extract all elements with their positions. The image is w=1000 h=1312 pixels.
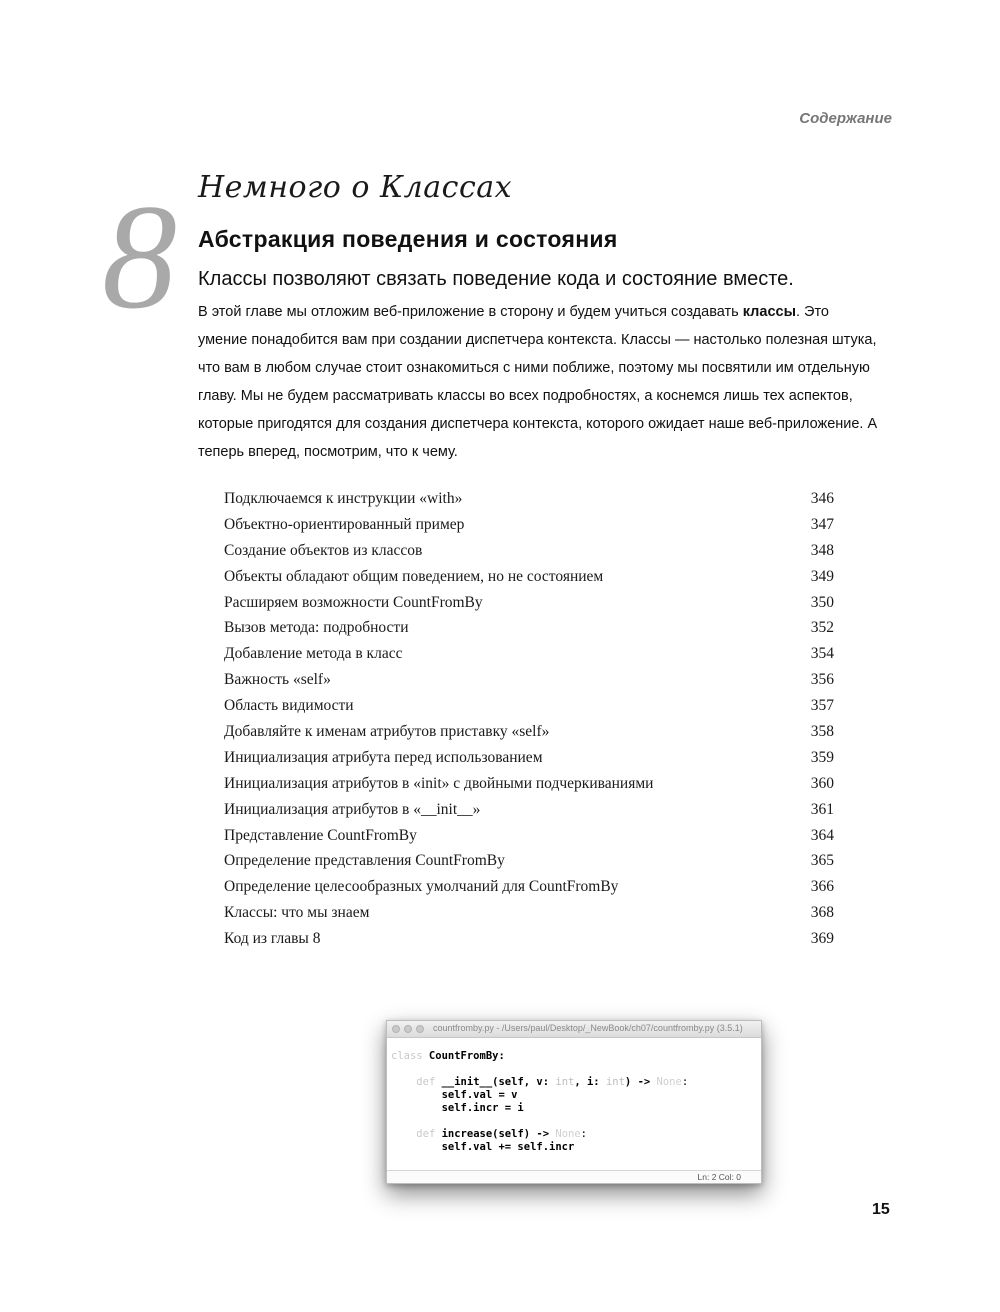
toc-entry[interactable] — [224, 874, 834, 900]
code-editor-window — [386, 1020, 762, 1184]
toc-entry[interactable] — [224, 590, 834, 616]
code-init-sig: __init__(self, v: — [435, 1076, 556, 1088]
toc-entry[interactable] — [224, 745, 834, 771]
toc-entry-title: Определение представления CountFromBy — [224, 852, 505, 870]
close-window-icon[interactable] — [392, 1025, 400, 1033]
code-init-arrow: ) -> — [624, 1076, 657, 1088]
running-head: Содержание — [799, 110, 892, 127]
toc-entry[interactable] — [224, 693, 834, 719]
toc-entry-page: 347 — [810, 515, 834, 533]
toc-entry-page: 364 — [810, 826, 834, 844]
editor-titlebar — [387, 1021, 761, 1038]
toc-entry-page: 360 — [810, 774, 834, 792]
toc-entry[interactable] — [224, 564, 834, 590]
code-none: None — [555, 1128, 581, 1140]
toc-entry[interactable] — [224, 615, 834, 641]
code-class-decl: CountFromBy: — [422, 1050, 505, 1062]
toc-entry-title: Важность «self» — [224, 671, 331, 689]
toc-entry-title: Добавление метода в класс — [224, 645, 403, 663]
toc-entry-page: 352 — [810, 619, 834, 637]
editor-title: countfromby.py - /Users/paul/Desktop/_NewBook/ch07/countfromby.py (3.5.1) — [433, 1023, 743, 1033]
toc-entry-title: Определение целесообразных умолчаний для CountFromBy — [224, 878, 619, 896]
chapter-subtitle: Абстракция поведения и состояния — [198, 226, 618, 252]
toc-entry-title: Инициализация атрибутов в «init» с двойными подчеркиваниями — [224, 774, 654, 792]
toc-entry[interactable] — [224, 823, 834, 849]
intro-text-start: В этой главе мы отложим веб-приложение в сторону и будем учиться создавать — [198, 304, 743, 320]
chapter-lead: Классы позволяют связать поведение кода и состояние вместе. — [198, 268, 794, 290]
toc-entry-title: Представление CountFromBy — [224, 826, 417, 844]
toc-entry-title: Инициализация атрибута перед использованием — [224, 748, 543, 766]
chapter-intro — [198, 298, 878, 466]
toc-entry-title: Подключаемся к инструкции «with» — [224, 490, 463, 507]
toc-entry[interactable] — [224, 538, 834, 564]
code-keyword: class — [391, 1050, 423, 1062]
toc-entry-title: Классы: что мы знаем — [224, 904, 370, 922]
code-increase-sig: increase(self) -> — [435, 1128, 556, 1140]
code-keyword: def — [416, 1128, 436, 1140]
toc-entry[interactable] — [224, 486, 834, 512]
code-type: int — [555, 1076, 575, 1088]
toc-entry[interactable] — [224, 926, 834, 952]
page-number: 15 — [872, 1201, 890, 1218]
code-line-val: self.val = v — [441, 1089, 518, 1101]
toc-entry[interactable] — [224, 900, 834, 926]
toc-entry[interactable] — [224, 848, 834, 874]
toc-entry[interactable] — [224, 797, 834, 823]
toc-entry-title: Расширяем возможности CountFromBy — [224, 593, 483, 611]
toc-entry-title: Код из главы 8 — [224, 930, 321, 948]
toc-entry-page: 358 — [810, 723, 834, 741]
intro-text-end: . Это умение понадобится вам при создании диспетчера контекста. Классы — настолько полезная штука, что вам в любом случае стоит ознакомиться с ними поближе, поэтому мы посвятили им отдельную главу. Мы не будем рассматривать классы во всех подробностях, а коснемся лишь тех аспектов, которые пригодятся для создания диспетчера контекста, которого ожидает наше веб-приложение. А теперь вперед, посмотрим, что к чему. — [198, 304, 878, 460]
code-none: None — [656, 1076, 682, 1088]
chapter-title: Немного о Классах — [198, 170, 513, 205]
toc-entry-page: 357 — [810, 697, 834, 715]
toc-entry-title: Вызов метода: подробности — [224, 619, 409, 637]
code-type: int — [605, 1076, 625, 1088]
toc-entry-page: 349 — [810, 567, 834, 585]
code-init-mid: , i: — [574, 1076, 606, 1088]
toc-entry-page: 359 — [810, 748, 834, 766]
zoom-window-icon[interactable] — [416, 1025, 424, 1033]
code-keyword: def — [416, 1076, 436, 1088]
toc-entry[interactable] — [224, 641, 834, 667]
toc-entry-title: Создание объектов из классов — [224, 541, 423, 559]
chapter-number: 8 — [102, 174, 177, 340]
code-line-add: self.val += self.incr — [441, 1141, 575, 1153]
toc-entry-title: Область видимости — [224, 697, 354, 715]
toc-entry[interactable] — [224, 771, 834, 797]
code-colon: : — [580, 1128, 587, 1140]
toc-entry-page: 368 — [810, 904, 834, 922]
editor-status-bar: Ln: 2 Col: 0 — [387, 1170, 761, 1183]
table-of-contents — [224, 486, 834, 952]
toc-entry[interactable] — [224, 667, 834, 693]
toc-entry-page: 350 — [810, 593, 834, 611]
toc-entry-page: 361 — [810, 800, 834, 818]
toc-entry[interactable] — [224, 512, 834, 538]
toc-entry-page: 354 — [810, 645, 834, 663]
toc-entry-title: Объекты обладают общим поведением, но не состоянием — [224, 567, 604, 585]
toc-entry-page: 346 — [810, 490, 834, 507]
toc-entry-title: Добавляйте к именам атрибутов приставку «self» — [224, 723, 550, 741]
code-colon: : — [681, 1076, 689, 1088]
code-line-incr: self.incr = i — [441, 1102, 524, 1114]
toc-entry-page: 348 — [810, 541, 834, 559]
intro-bold-term: классы — [742, 304, 796, 320]
minimize-window-icon[interactable] — [404, 1025, 412, 1033]
toc-entry[interactable] — [224, 719, 834, 745]
toc-entry-page: 356 — [810, 671, 834, 689]
toc-entry-page: 366 — [810, 878, 834, 896]
toc-entry-title: Объектно-ориентированный пример — [224, 515, 465, 533]
toc-entry-page: 369 — [810, 930, 834, 948]
toc-entry-title: Инициализация атрибутов в «__init__» — [224, 800, 481, 818]
code-listing[interactable] — [387, 1038, 761, 1154]
toc-entry-page: 365 — [810, 852, 834, 870]
